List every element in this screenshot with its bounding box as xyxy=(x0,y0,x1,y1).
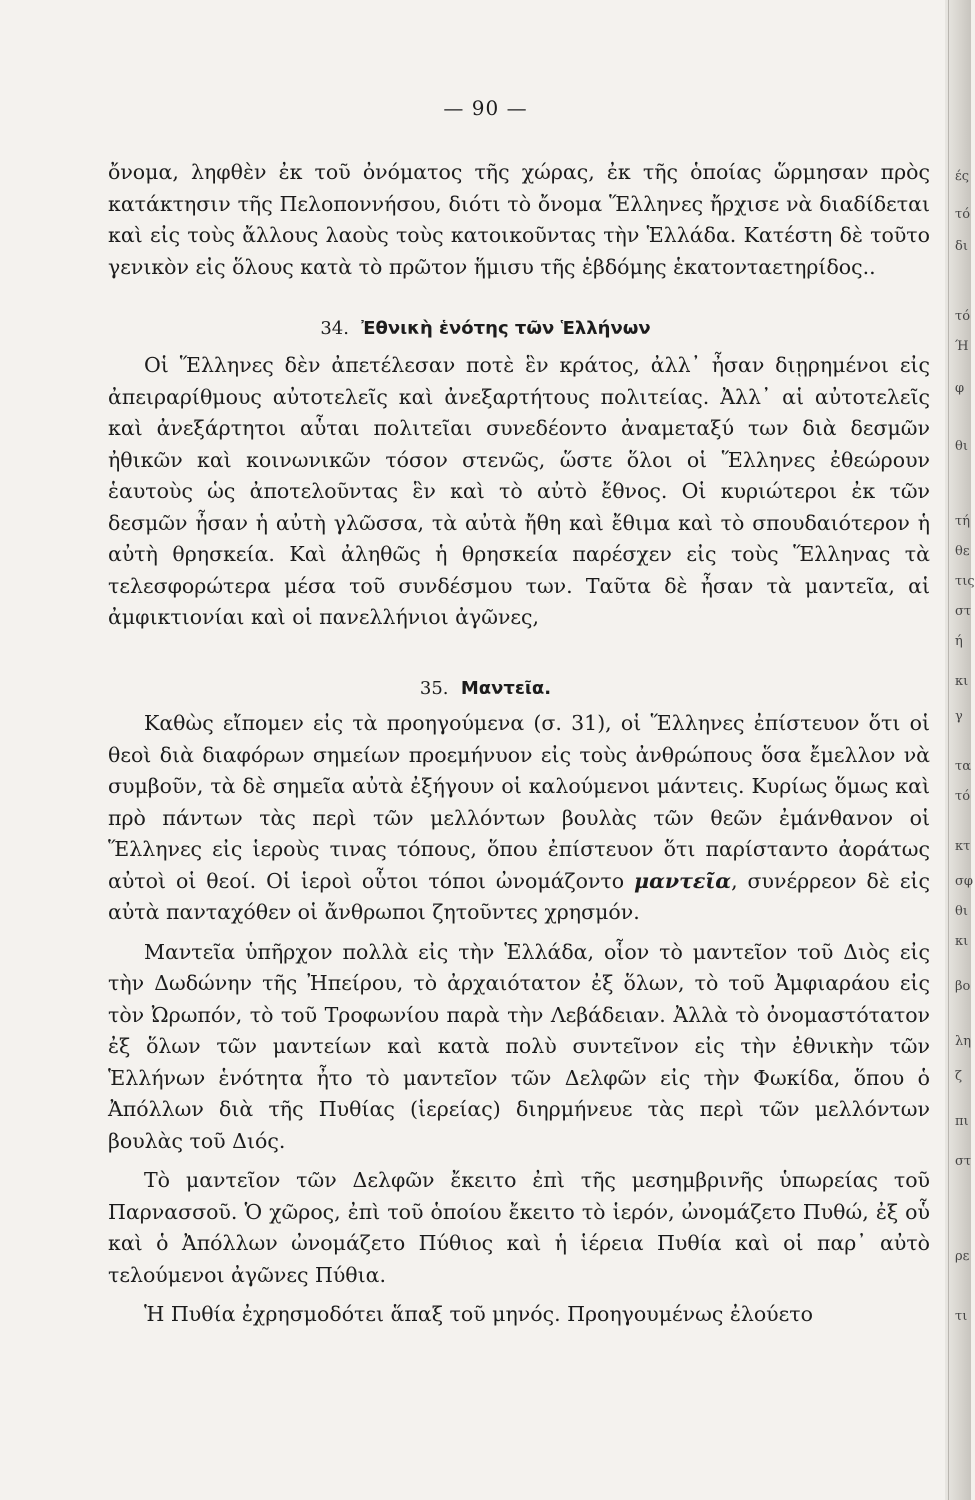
paragraph: Τὸ μαντεῖον τῶν Δελφῶν ἔκειτο ἐπὶ τῆς μεσημβρινῆς ὑπωρείας τοῦ Παρνασσοῦ. Ὁ χῶρος, ἐπὶ τοῦ ὁποίου ἔκειτο τὸ ἱερόν, ὠνομάζετο Πυθώ, ἐξ οὗ καὶ ὁ Ἀπόλλων ὠνομάζετο Πύθιος καὶ ἡ ἱέρεια Πυθία καὶ οἱ παρ᾽ αὐτὸ τελούμενοι ἀγῶνες Πύθια. xyxy=(108,1168,930,1287)
margin-fragment: τις xyxy=(955,574,975,589)
gutter-line xyxy=(948,0,949,1500)
margin-fragment: γ xyxy=(955,709,963,724)
margin-fragment: τή xyxy=(955,514,970,529)
margin-fragment: βο xyxy=(955,979,971,994)
page-number: — 90 — xyxy=(443,96,528,120)
section-number: 35. xyxy=(419,678,449,699)
section-title: Ἐθνικὴ ἑνότης τῶν Ἑλλήνων xyxy=(361,318,651,339)
paragraph: Οἱ Ἕλληνες δὲν ἀπετέλεσαν ποτὲ ἓν κράτος, ἀλλ᾽ ἦσαν διῃρημένοι εἰς ἀπειραρίθμους αὐτοτελεῖς καὶ ἀνεξαρτήτους πολιτείας. Ἀλλ᾽ αἱ αὐτοτελεῖς καὶ ἀνεξάρτητοι αὗται πολιτεῖαι συνεδέοντο ἀναμεταξύ των διὰ δεσμῶν ἠθικῶν καὶ κοινωνικῶν τόσον στενῶς, ὥστε ὅλοι οἱ Ἕλληνες ἐθεώρουν ἑαυτοὺς ὡς ἀποτελοῦντας ἓν καὶ τὸ αὐτὸ ἔθνος. Οἱ κυριώτεροι ἐκ τῶν δεσμῶν ἦσαν ἡ αὐτὴ γλῶσσα, τὰ αὐτὰ ἤθη καὶ ἔθιμα καὶ τὸ σπουδαιότερον ἡ αὐτὴ θρησκεία. Καὶ ἀληθῶς ἡ θρησκεία παρέσχεν εἰς τοὺς Ἕλληνας τὰ τελεσφορώτερα μέσα τοῦ συνδέσμου των. Ταῦτα δὲ ἦσαν τὰ μαντεῖα, αἱ ἀμφικτιονίαι καὶ οἱ πανελλήνιοι ἀγῶνες, xyxy=(108,353,930,629)
margin-fragment: ζ xyxy=(955,1069,963,1084)
paragraph: Ἡ Πυθία ἐχρησμοδότει ἅπαξ τοῦ μηνός. Προηγουμένως ἐλούετο xyxy=(144,1302,813,1326)
margin-fragment: τι xyxy=(955,1309,968,1324)
margin-fragment: κτ xyxy=(955,839,971,854)
margin-fragment: φ xyxy=(955,381,965,396)
section-title: Μαντεῖα. xyxy=(460,678,552,699)
margin-fragment: τό xyxy=(955,207,971,222)
margin-fragment: στ xyxy=(955,604,972,619)
margin-fragment: θι xyxy=(955,904,968,919)
section-heading-34 xyxy=(0,318,971,339)
margin-fragment: τό xyxy=(955,309,971,324)
margin-fragment: ρε xyxy=(955,1249,970,1264)
paragraph-text: , συνέρρεον δὲ εἰς αὐτὰ πανταχόθεν οἱ ἄνθρωποι ζητοῦντες χρησμόν. xyxy=(108,868,930,924)
margin-fragment: κι xyxy=(955,674,969,689)
margin-fragment: στ xyxy=(955,1154,972,1169)
section-number: 34. xyxy=(320,318,349,339)
paragraph: Μαντεῖα ὑπῆρχον πολλὰ εἰς τὴν Ἑλλάδα, οἷον τὸ μαντεῖον τοῦ Διὸς εἰς τὴν Δωδώνην τῆς Ἠπείρου, τὸ ἀρχαιότατον ἐξ ὅλων, τὸ τοῦ Ἀμφιαράου εἰς τὸν Ὠρωπόν, τὸ τοῦ Τροφωνίου παρὰ τὴν Λεβάδειαν. Ἀλλὰ τὸ ὀνομαστότατον ἐξ ὅλων τῶν μαντείων καὶ κατὰ πολὺ συντεῖνον εἰς τὴν ἐθνικὴν τῶν Ἑλλήνων ἑνότητα ἦτο τὸ μαντεῖον τῶν Δελφῶν εἰς τὴν Φωκίδα, ὅπου ὁ Ἀπόλλων διὰ τῆς Πυθίας (ἱερείας) διηρμήνευε τὰς περὶ τῶν μελλόντων βουλὰς τοῦ Διός. xyxy=(108,939,930,1153)
keyword: μαντεῖα xyxy=(634,868,732,893)
margin-fragment: λη xyxy=(955,1034,972,1049)
margin-fragment: τό xyxy=(955,789,971,804)
section-heading-35 xyxy=(0,678,971,699)
paragraph: ὄνομα, ληφθὲν ἐκ τοῦ ὀνόματος τῆς χώρας, ἐκ τῆς ὁποίας ὥρμησαν πρὸς κατάκτησιν τῆς Πελοποννήσου, διότι τὸ ὄνομα Ἕλληνες ἤρχισε νὰ διαδίδεται καὶ εἰς τοὺς ἄλλους λαοὺς τοὺς κατοικοῦντας τὴν Ἑλλάδα. Κατέστη δὲ τοῦτο γενικὸν εἰς ὅλους κατὰ τὸ πρῶτον ἥμισυ τῆς ἑβδόμης ἑκατονταετηρίδος.. xyxy=(108,160,930,279)
margin-fragment: Ή xyxy=(955,339,969,354)
paragraph xyxy=(108,708,930,929)
margin-fragment: ή xyxy=(955,634,963,649)
margin-fragment: σφ xyxy=(955,874,973,889)
margin-fragment: ές xyxy=(955,169,970,184)
intro-text xyxy=(108,157,930,283)
margin-fragment: δι xyxy=(955,239,968,254)
margin-fragment: πι xyxy=(955,1114,969,1129)
margin-fragment: θι xyxy=(955,439,968,454)
margin-fragment: κι xyxy=(955,934,969,949)
section-34-text xyxy=(108,350,930,634)
section-35-text xyxy=(108,708,930,1331)
margin-fragment: θε xyxy=(955,544,970,559)
paragraph-text: Καθὼς εἴπομεν εἰς τὰ προηγούμενα (σ. 31), οἱ Ἕλληνες ἐπίστευον ὅτι οἱ θεοὶ διὰ διαφόρων σημείων προεμήνυον εἰς τοὺς ἀνθρώπους ὅσα ἔμελλον νὰ συμβοῦν, τὰ δὲ σημεῖα αὐτὰ ἐξήγουν οἱ καλούμενοι μάντεις. Κυρίως ὅμως καὶ πρὸ πάντων τὰς περὶ τῶν μελλόντων βουλὰς τῶν θεῶν ἐμάνθανον οἱ Ἕλληνες εἰς ἱεροὺς τινας τόπους, ὅπου ἐπίστευον ὅτι παρίσταντο ἀοράτως αὐτοὶ οἱ θεοί. Οἱ ἱεροὶ οὗτοι τόποι ὠνομάζοντο xyxy=(108,711,930,893)
margin-fragment: τα xyxy=(955,759,971,774)
